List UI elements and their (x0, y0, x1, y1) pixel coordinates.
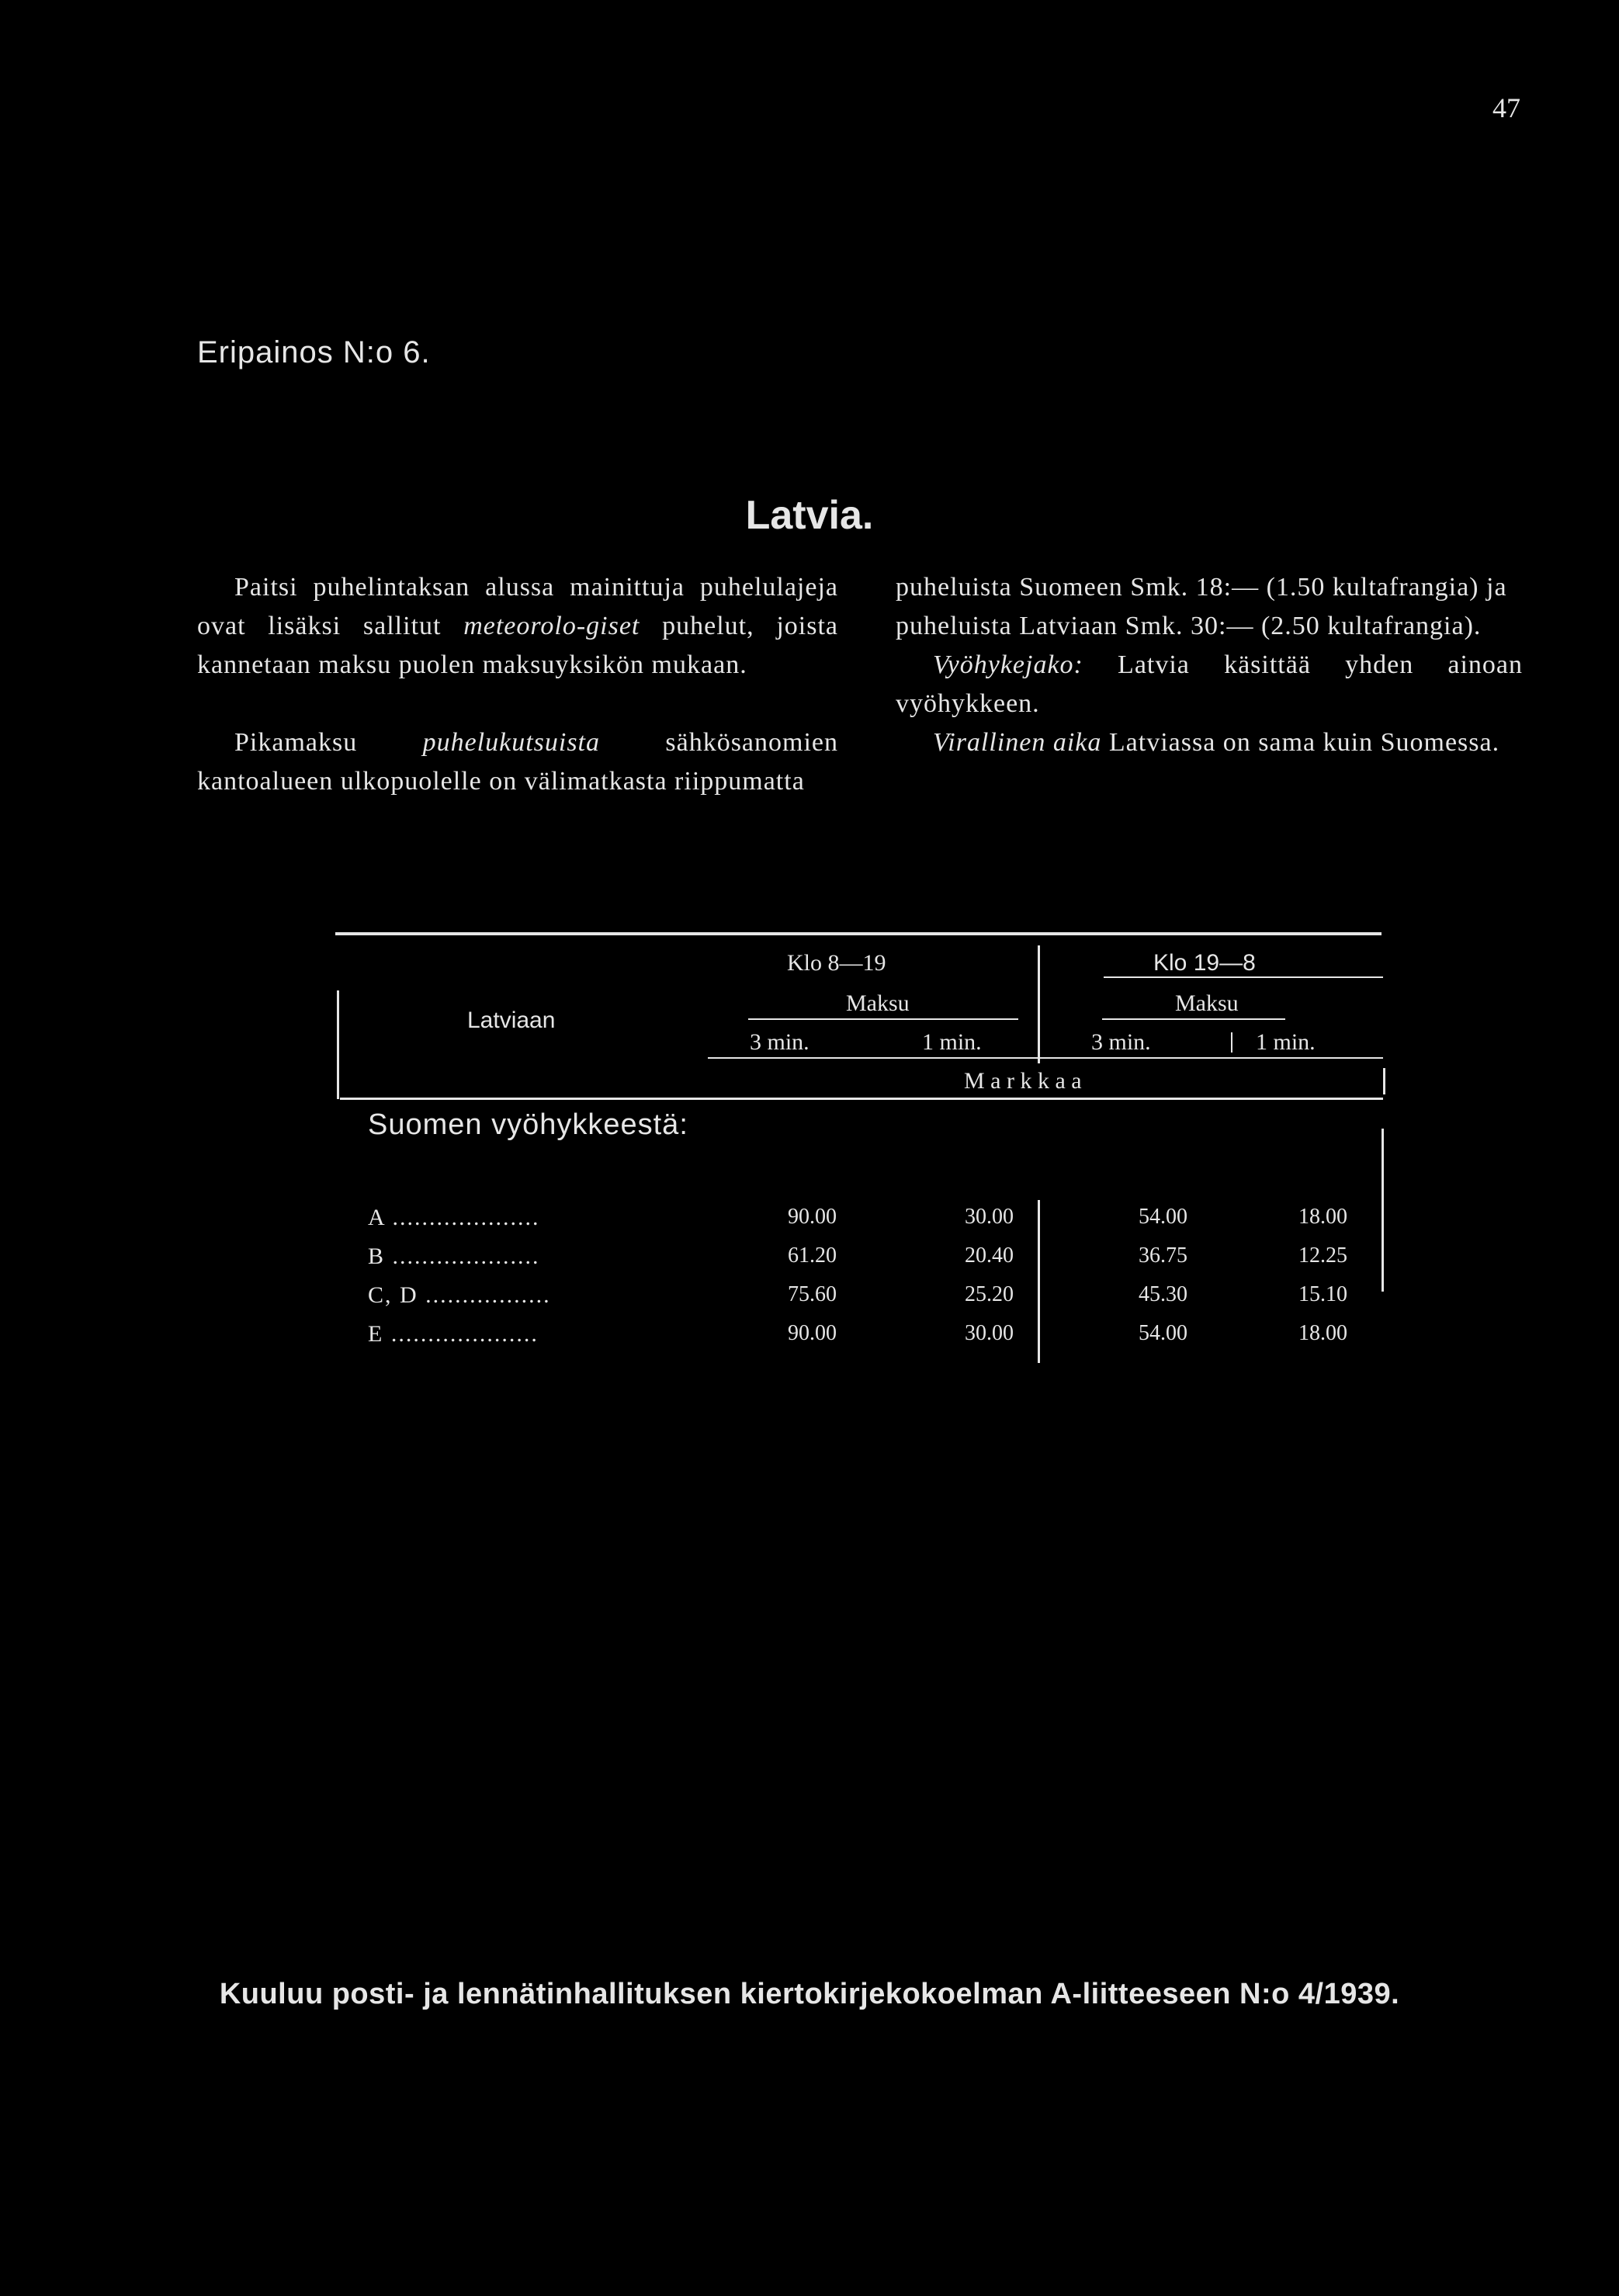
table-cell: 54.00 (1139, 1205, 1187, 1229)
table-corner: Latviaan (467, 1008, 556, 1033)
table-top-rule (335, 932, 1382, 935)
header-unit: M a r k k a a (964, 1068, 1082, 1094)
table-cell: 20.40 (965, 1243, 1014, 1268)
table-cell: 61.20 (788, 1243, 837, 1268)
table-cell: 30.00 (965, 1321, 1014, 1345)
day-maksu-rule (748, 1018, 1018, 1020)
page-title: Latvia. (745, 493, 874, 538)
left-column (197, 568, 838, 801)
edition-label: Eripainos N:o 6. (197, 335, 431, 369)
header-night-period: Klo 19—8 (1153, 950, 1256, 976)
page-number: 47 (1492, 92, 1520, 123)
header-day-maksu: Maksu (846, 990, 910, 1016)
row-label: C, D ................. (368, 1282, 551, 1308)
table-left-rule (337, 990, 339, 1099)
row-label: B .................... (368, 1243, 540, 1269)
table-cell: 18.00 (1298, 1205, 1347, 1229)
table-cell: 18.00 (1298, 1321, 1347, 1345)
table-cell: 75.60 (788, 1282, 837, 1306)
table-right-rule (1382, 1129, 1384, 1292)
table-cell: 36.75 (1139, 1243, 1187, 1268)
row-label: E .................... (368, 1321, 539, 1347)
table-cell: 30.00 (965, 1205, 1014, 1229)
header-night-maksu: Maksu (1175, 990, 1239, 1016)
official-time: Virallinen aika Latviassa on sama kuin Suomessa. (933, 728, 1500, 757)
header-bottom-rule (340, 1098, 1383, 1100)
night-period-rule (1104, 976, 1383, 978)
table-right-rule-top (1383, 1068, 1385, 1094)
row-label: A .................... (368, 1205, 540, 1230)
header-day-3min: 3 min. (750, 1029, 810, 1055)
rate-finland: puheluista Suomeen Smk. 18:— (1.50 kultafrangia) ja (896, 573, 1507, 602)
table-cell: 90.00 (788, 1321, 837, 1345)
table-cell: 54.00 (1139, 1321, 1187, 1345)
paragraph-pikamaksu: Pikamaksu puhelukutsuista sähkösanomien kantoalueen ulkopuolelle on välimatkasta riippumatta (197, 728, 838, 796)
table-center-rule (1038, 945, 1040, 1063)
table-cell: 12.25 (1298, 1243, 1347, 1268)
zones-label: Suomen vyöhykkeestä: (368, 1108, 688, 1141)
header-day-period: Klo 8—19 (787, 950, 886, 976)
right-column (896, 568, 1523, 762)
data-center-rule (1038, 1200, 1040, 1363)
zone-division: Vyöhykejako: Latvia käsittää yhden ainoan vyöhykkeen. (896, 650, 1523, 718)
header-night-3min: 3 min. (1091, 1029, 1151, 1055)
table-cell: 25.20 (965, 1282, 1014, 1306)
footer-note: Kuuluu posti- ja lennätinhallituksen kiertokirjekokoelman A-liitteeseen N:o 4/1939. (219, 1978, 1400, 2010)
rate-latvia: puheluista Latviaan Smk. 30:— (2.50 kultafrangia). (896, 612, 1482, 640)
header-day-1min: 1 min. (922, 1029, 982, 1055)
night-maksu-rule (1102, 1018, 1285, 1020)
header-night-1min: 1 min. (1256, 1029, 1316, 1055)
paragraph-meteorological: Paitsi puhelintaksan alussa mainittuja puhelulajeja ovat lisäksi sallitut meteorolo-giset puhelut, joista kannetaan maksu puolen maksuyksikön mukaan. (197, 573, 838, 679)
table-cell: 90.00 (788, 1205, 837, 1229)
table-cell: 15.10 (1298, 1282, 1347, 1306)
table-cell: 45.30 (1139, 1282, 1187, 1306)
min-header-rule (708, 1057, 1383, 1059)
night-min-divider (1231, 1032, 1232, 1053)
